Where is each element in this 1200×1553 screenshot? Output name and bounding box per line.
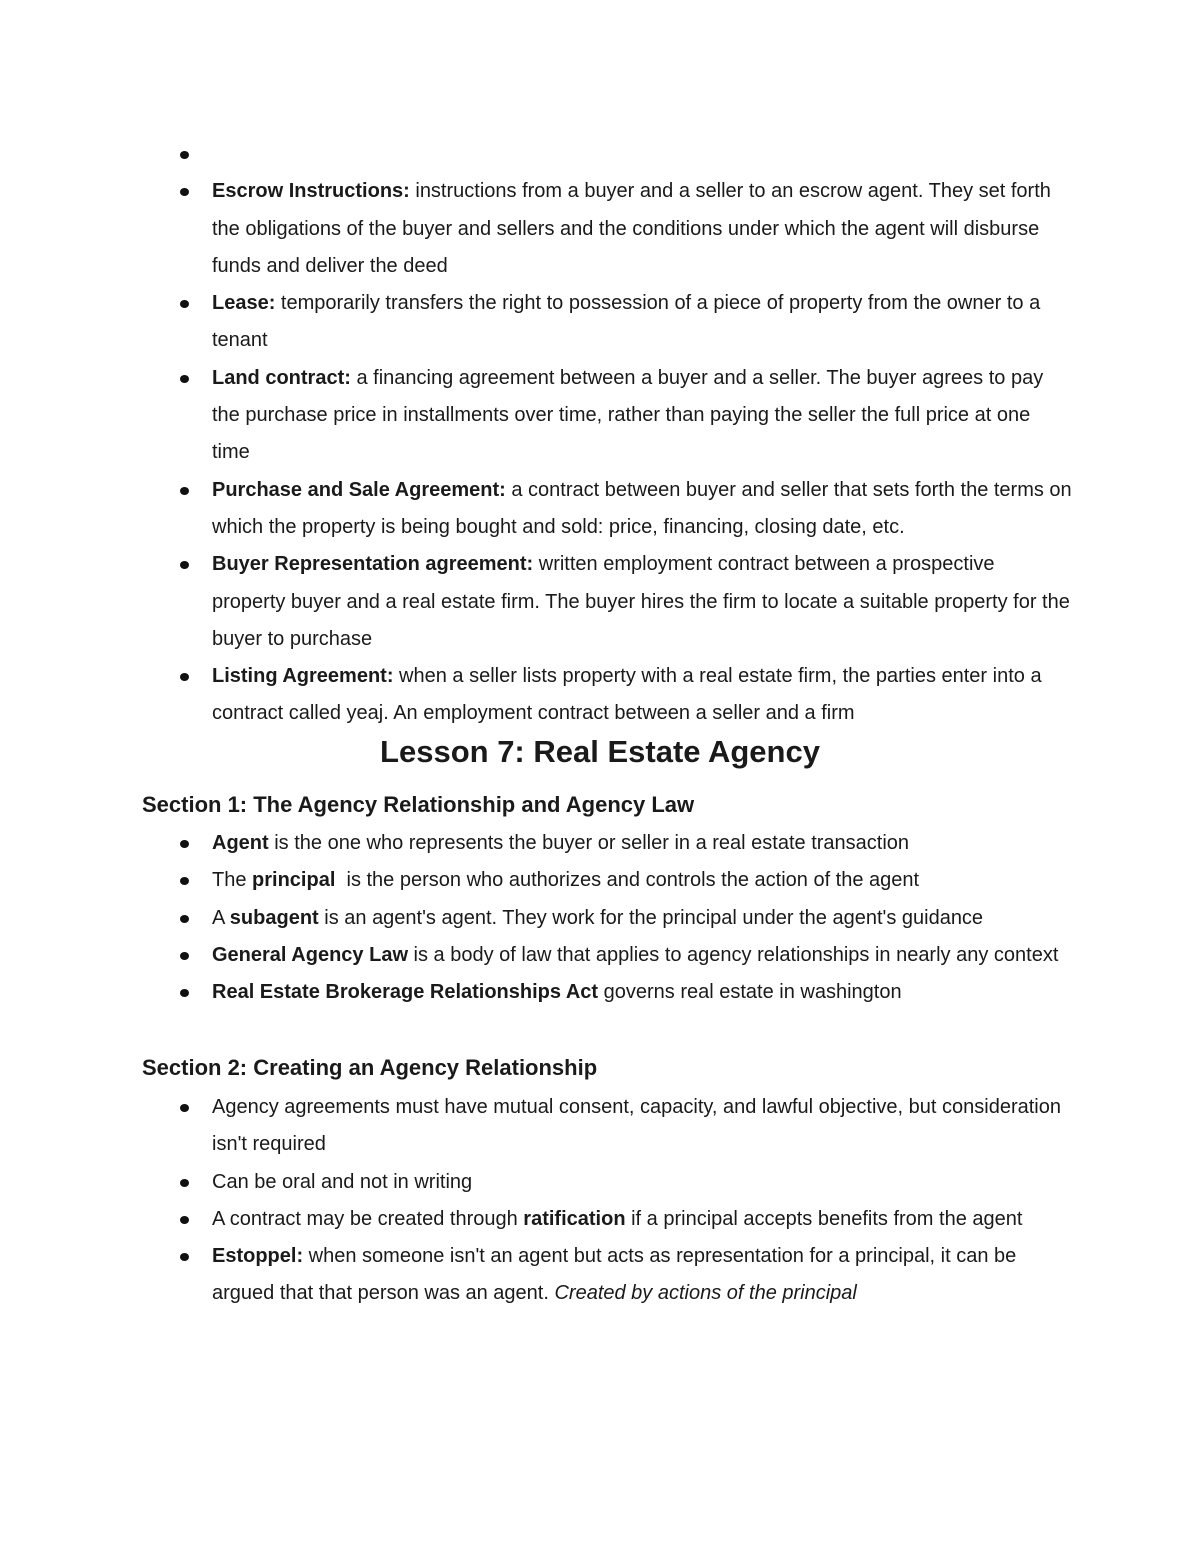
term-label: Lease: xyxy=(212,292,276,315)
term-definition: a contract between buyer and seller that sets forth the terms on which the property is being bought and sold: price, financing, closing date, etc. xyxy=(212,478,1072,538)
list-item xyxy=(212,546,1072,658)
term-definition: temporarily transfers the right to possession of a piece of property from the owner to a tenant xyxy=(212,292,1041,352)
item-text: when someone isn't an agent but acts as representation for a principal, it can be argued that that person was an agent. xyxy=(212,1245,1017,1305)
list-item xyxy=(212,472,1072,547)
section-1-list xyxy=(212,825,1072,1011)
list-item xyxy=(212,1238,1072,1313)
list-item xyxy=(212,285,1072,360)
item-text: is a body of law that applies to agency relationships in nearly any context xyxy=(408,943,1059,966)
item-text: is the person who authorizes and controls the action of the agent xyxy=(335,869,920,892)
key-term: principal xyxy=(252,869,336,892)
item-text: is the one who represents the buyer or seller in a real estate transaction xyxy=(268,832,910,854)
list-item xyxy=(212,825,1072,862)
list-item xyxy=(212,136,1072,173)
bullet-icon xyxy=(180,1179,189,1187)
list-item xyxy=(212,360,1072,472)
item-text: governs real estate in washington xyxy=(598,981,902,1004)
bullet-icon xyxy=(180,1253,189,1261)
bullet-icon xyxy=(180,877,189,885)
term-definition: when a seller lists property with a real estate firm, the parties enter into a contract called yeaj. An employment contract between a seller and a firm xyxy=(212,665,1042,725)
bullet-icon xyxy=(180,1104,189,1112)
item-text: Agency agreements must have mutual consent, capacity, and lawful objective, but consideration isn't required xyxy=(212,1096,1061,1156)
bullet-icon xyxy=(180,952,189,960)
key-term: Estoppel: xyxy=(212,1245,304,1268)
item-text: is an agent's agent. They work for the principal under the agent's guidance xyxy=(318,906,984,929)
term-definition: written employment contract between a prospective property buyer and a real estate firm. The buyer hires the firm to locate a suitable property for the buyer to purchase xyxy=(212,553,1070,650)
list-item xyxy=(212,658,1072,733)
item-prefix: A xyxy=(212,906,230,929)
bullet-icon xyxy=(180,375,189,383)
term-label: Purchase and Sale Agreement: xyxy=(212,478,506,501)
section-heading: Section 1: The Agency Relationship and Agency Law xyxy=(142,792,695,817)
lesson-title: Lesson 7: Real Estate Agency xyxy=(380,734,820,769)
italic-note: Created by actions of the principal xyxy=(554,1282,857,1305)
list-item xyxy=(212,1201,1072,1238)
section-heading: Section 2: Creating an Agency Relationship xyxy=(142,1055,598,1080)
term-definition: a financing agreement between a buyer and a seller. The buyer agrees to pay the purchase price in installments over time, rather than paying the seller the full price at one time xyxy=(212,366,1044,464)
bullet-icon xyxy=(180,989,189,997)
term-label: Buyer Representation agreement: xyxy=(212,553,534,576)
list-item xyxy=(212,862,1072,899)
list-item xyxy=(212,1089,1072,1164)
list-item xyxy=(212,974,1072,1011)
bullet-icon xyxy=(180,673,189,681)
key-term: ratification xyxy=(523,1207,626,1230)
bullet-icon xyxy=(180,300,189,308)
list-item xyxy=(212,173,1072,285)
key-term: subagent xyxy=(229,906,319,929)
item-prefix: The xyxy=(212,869,253,892)
term-label: Escrow Instructions: xyxy=(212,180,410,203)
bullet-icon xyxy=(180,561,189,569)
key-term: Agent xyxy=(212,832,269,854)
list-item xyxy=(212,1164,1072,1201)
definitions-list xyxy=(212,136,1072,733)
item-prefix: A contract may be created through xyxy=(212,1207,524,1230)
bullet-icon xyxy=(180,151,189,159)
section-2-list xyxy=(212,1089,1072,1313)
list-item xyxy=(212,937,1072,974)
key-term: Real Estate Brokerage Relationships Act xyxy=(212,981,599,1004)
bullet-icon xyxy=(180,487,189,495)
term-definition: instructions from a buyer and a seller to an escrow agent. They set forth the obligations of the buyer and sellers and the conditions under which the agent will disburse funds and deliver the deed xyxy=(212,180,1051,277)
key-term: General Agency Law xyxy=(212,943,408,966)
bullet-icon xyxy=(180,1216,189,1224)
bullet-icon xyxy=(180,915,189,923)
item-text: if a principal accepts benefits from the agent xyxy=(625,1207,1023,1230)
list-item xyxy=(212,900,1072,937)
bullet-icon xyxy=(180,840,189,848)
term-label: Land contract: xyxy=(212,366,351,389)
item-text: Can be oral and not in writing xyxy=(212,1170,473,1193)
bullet-icon xyxy=(180,188,189,196)
term-label: Listing Agreement: xyxy=(212,665,394,688)
